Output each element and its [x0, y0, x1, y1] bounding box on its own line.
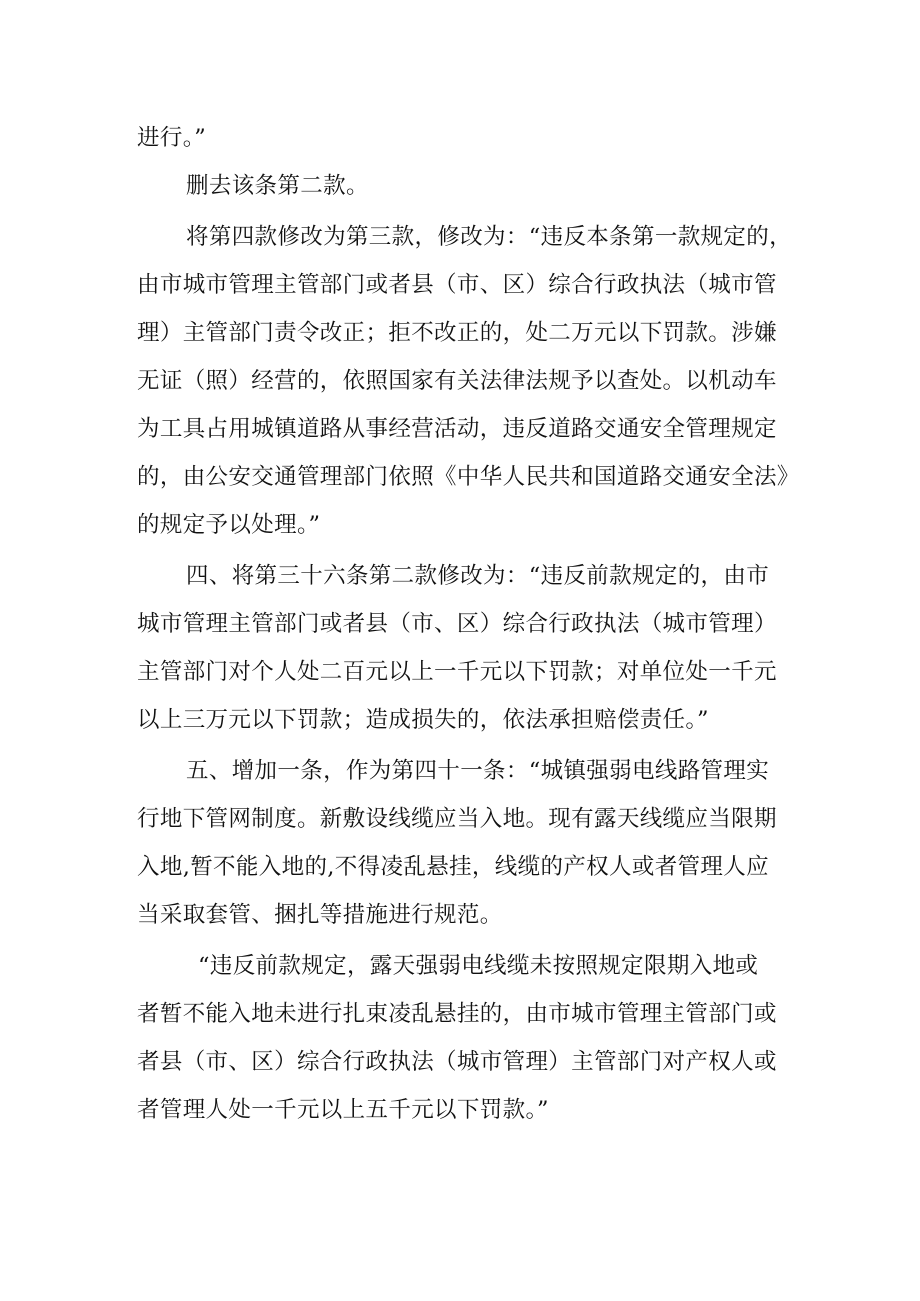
paragraph-line: 者暂不能入地未进行扎束凌乱悬挂的，由市城市管理主管部门或: [137, 1001, 777, 1027]
paragraph-line: 行地下管网制度。新敷设线缆应当入地。现有露天线缆应当限期: [137, 806, 777, 832]
paragraph-line: 四、将第三十六条第二款修改为：“违反前款规定的，由市: [186, 563, 770, 589]
paragraph-line: 者管理人处一千元以上五千元以下罚款。”: [137, 1097, 549, 1123]
paragraph-line: 五、增加一条，作为第四十一条：“城镇强弱电线路管理实: [186, 758, 770, 784]
paragraph-line: 由市城市管理主管部门或者县（市、区）综合行政执法（城市管: [137, 272, 777, 298]
paragraph-line: 为工具占用城镇道路从事经营活动，违反道路交通安全管理规定: [137, 416, 777, 442]
paragraph-line: 者县（市、区）综合行政执法（城市管理）主管部门对产权人或: [137, 1049, 777, 1075]
paragraph-line: 的规定予以处理。”: [137, 512, 321, 538]
paragraph-line: 删去该条第二款。: [186, 173, 369, 199]
paragraph-line: 理）主管部门责令改正；拒不改正的，处二万元以下罚款。涉嫌: [137, 320, 777, 346]
paragraph-line: 以上三万元以下罚款；造成损失的，依法承担赔偿责任。”: [137, 707, 709, 733]
paragraph-line: 当采取套管、捆扎等措施进行规范。: [137, 902, 503, 928]
paragraph-line: 将第四款修改为第三款，修改为：“违反本条第一款规定的，: [186, 224, 792, 250]
paragraph-line: 入地,暂不能入地的,不得凌乱悬挂，线缆的产权人或者管理人应: [137, 854, 769, 880]
paragraph-line: 主管部门对个人处二百元以上一千元以下罚款；对单位处一千元: [137, 659, 777, 685]
paragraph-line: “违反前款规定，露天强弱电线缆未按照规定限期入地或: [198, 953, 759, 979]
paragraph-line: 进行。”: [137, 125, 207, 151]
paragraph-line: 无证（照）经营的，依照国家有关法律法规予以查处。以机动车: [137, 368, 777, 394]
paragraph-line: 城市管理主管部门或者县（市、区）综合行政执法（城市管理）: [137, 611, 777, 637]
paragraph-line: 的，由公安交通管理部门依照《中华人民共和国道路交通安全法》: [137, 464, 800, 490]
